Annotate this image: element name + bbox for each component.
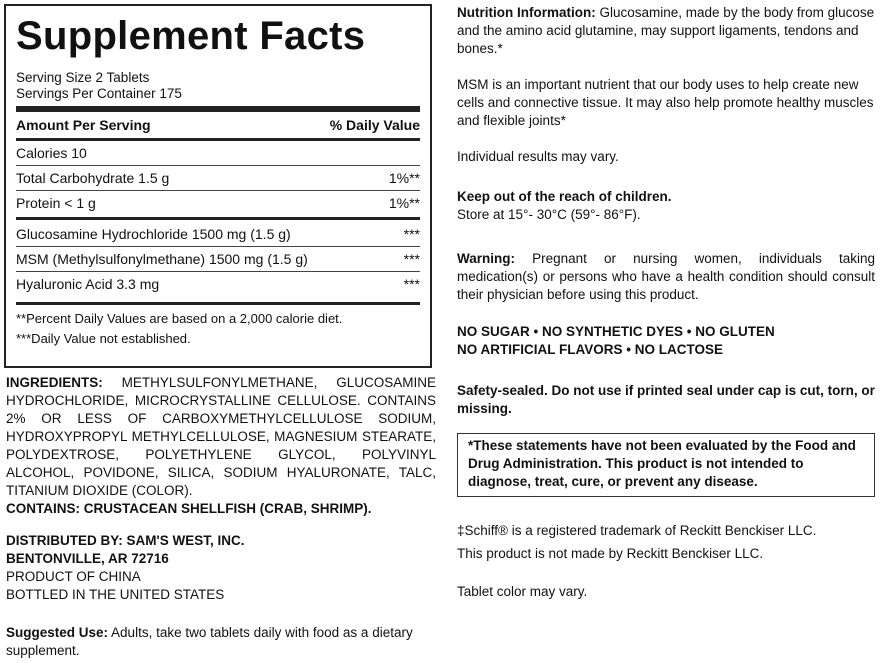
row-name: MSM (Methylsulfonylmethane) 1500 mg (1.5 g) — [16, 251, 308, 267]
row-name: Hyaluronic Acid 3.3 mg — [16, 276, 160, 292]
servings-per-container: Servings Per Container 175 — [16, 86, 182, 101]
storage-block — [457, 188, 875, 224]
nutrition-info-label: Nutrition Information: — [457, 5, 596, 20]
suggested-use-text: Adults, take two tablets daily with food as a dietary supplement. — [6, 625, 413, 658]
row-dv: 1%** — [388, 195, 420, 211]
footnotes — [16, 309, 420, 349]
table-row — [16, 166, 420, 190]
footnote-dv-not-established: ***Daily Value not established. — [16, 331, 191, 346]
suggested-use-block — [6, 624, 436, 660]
product-origin: PRODUCT OF CHINA — [6, 569, 141, 584]
row-name: Total Carbohydrate 1.5 g — [16, 170, 170, 186]
tablet-color-block — [457, 583, 875, 601]
nutrition-info-block — [457, 4, 875, 58]
free-from-line-1: NO SUGAR • NO SYNTHETIC DYES • NO GLUTEN — [457, 324, 775, 339]
nutrition-info-text: Glucosamine, made by the body from glucose and the amino acid glutamine, may support ligaments, tendons and bones.* — [457, 5, 875, 56]
ingredients-label: INGREDIENTS: — [6, 375, 103, 390]
distributor-address: BENTONVILLE, AR 72716 — [6, 551, 169, 566]
ingredients-paragraph — [6, 374, 436, 500]
msm-info-text: MSM is an important nutrient that our body uses to help create new cells and connective tissue. It may also help promote healthy muscles and flexible joints* — [457, 77, 874, 128]
amount-header: Amount Per Serving — [16, 117, 151, 133]
distribution-block — [6, 532, 436, 604]
safety-block — [457, 382, 875, 418]
free-from-line-2: NO ARTIFICIAL FLAVORS • NO LACTOSE — [457, 342, 723, 357]
msm-info-block — [457, 76, 875, 130]
fda-disclaimer-text: *These statements have not been evaluated by the Food and Drug Administration. This product is not intended to diagnose, treat, cure, or prevent any disease. — [468, 438, 856, 489]
warning-label: Warning: — [457, 251, 515, 266]
row-name: Protein < 1 g — [16, 195, 96, 211]
warning-block — [457, 250, 875, 304]
bottled-origin: BOTTLED IN THE UNITED STATES — [6, 587, 225, 602]
row-dv: 1%** — [388, 170, 420, 186]
table-row — [16, 191, 420, 215]
row-dv: *** — [403, 276, 420, 292]
ingredients-block — [6, 374, 436, 518]
suggested-use-paragraph — [6, 624, 436, 660]
serving-info — [16, 70, 420, 102]
keep-out-warning: Keep out of the reach of children. — [457, 189, 672, 204]
panel-title: Supplement Facts — [16, 14, 366, 58]
storage-instructions: Store at 15°- 30°C (59°- 86°F). — [457, 207, 641, 222]
row-dv: *** — [403, 251, 420, 267]
divider-medium — [16, 217, 420, 220]
trademark-block — [457, 522, 875, 563]
row-dv: *** — [403, 226, 420, 242]
free-from-block — [457, 323, 875, 359]
row-name: Calories 10 — [16, 145, 87, 161]
table-header — [16, 112, 420, 138]
nutrition-info-paragraph — [457, 4, 875, 58]
serving-size: Serving Size 2 Tablets — [16, 70, 150, 85]
results-text: Individual results may vary. — [457, 149, 619, 164]
table-row — [16, 141, 420, 165]
warning-paragraph — [457, 250, 875, 304]
warning-text: Pregnant or nursing women, individuals taking medication(s) or persons who have a health condition should consult their physician before using this product. — [457, 251, 875, 302]
table-row — [16, 272, 420, 296]
distributor: DISTRIBUTED BY: SAM'S WEST, INC. — [6, 533, 245, 548]
trademark-text: ‡Schiff® is a registered trademark of Reckitt Benckiser LLC. — [457, 523, 817, 538]
row-name: Glucosamine Hydrochloride 1500 mg (1.5 g) — [16, 226, 291, 242]
table-row — [16, 247, 420, 271]
ingredients-text: METHYLSULFONYLMETHANE, GLUCOSAMINE HYDROCHLORIDE, MICROCRYSTALLINE CELLULOSE. CONTAINS 2% OR LESS OF CARBOXYMETHYLCELLULOSE SODIUM, HYDROXYPROPYL METHYLCELLULOSE, MAGNESIUM STEARATE, POLYDEXTROSE, POLYETHYLENE GLYCOL, POLYVINYL ALCOHOL, POVIDONE, SILICA, SODIUM HYALURONATE, TALC, TITANIUM DIOXIDE (COLOR). — [6, 375, 436, 498]
supplement-facts-panel — [4, 4, 432, 368]
table-row — [16, 222, 420, 246]
fda-disclaimer-box — [457, 433, 875, 497]
dv-header: % Daily Value — [329, 117, 420, 133]
allergen-statement: CONTAINS: CRUSTACEAN SHELLFISH (CRAB, SHRIMP). — [6, 501, 372, 516]
footnote-percent-dv: **Percent Daily Values are based on a 2,000 calorie diet. — [16, 311, 343, 326]
safety-sealed-text: Safety-sealed. Do not use if printed seal under cap is cut, torn, or missing. — [457, 383, 875, 416]
tablet-color-text: Tablet color may vary. — [457, 584, 588, 599]
divider-medium — [16, 302, 420, 305]
suggested-use-label: Suggested Use: — [6, 625, 109, 640]
results-note — [457, 148, 875, 166]
not-made-by-text: This product is not made by Reckitt Benckiser LLC. — [457, 546, 764, 561]
